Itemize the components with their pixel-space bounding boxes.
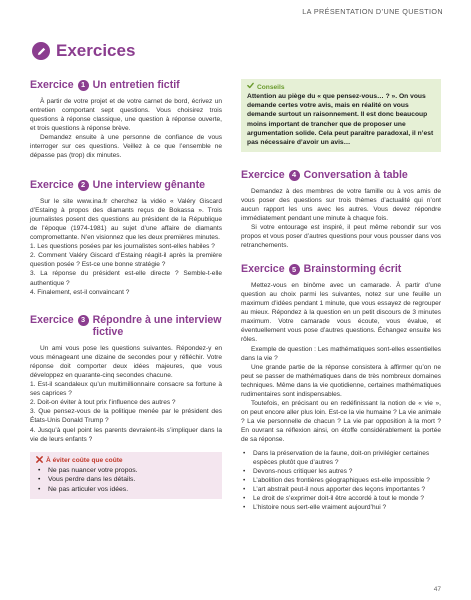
exercise-2-question: 1. Les questions posées par les journalistes sont-elles habiles ? — [30, 243, 215, 251]
exercise-title: Brainstorming écrit — [303, 263, 402, 276]
exercise-1-paragraph: Demandez ensuite à une personne de confiance de vous interroger sur ces questions. Veillez à ce que l’ensemble ne dépasse pas (trop) dix minutes. — [30, 133, 222, 160]
exercise-number-badge: 4 — [289, 170, 300, 181]
exercise-title: Un entretien fictif — [92, 79, 180, 91]
exercise-number-badge: 2 — [78, 180, 89, 191]
exercise-number-badge: 3 — [78, 315, 89, 326]
exercise-2-question: 3. La réponse du président est-elle directe ? Semble-t-elle authentique ? — [30, 270, 222, 287]
tips-box — [241, 79, 441, 152]
exercise-title: Conversation à table — [303, 169, 408, 182]
exercise-4-paragraph: Demandez à des membres de votre famille ou à vos amis de vous poser des questions sur trois thèmes d’actualité qui n’ont aucun rapport les uns avec les autres. Vous devez répondre immédiatement pendant une minute à chaque fois. — [241, 187, 441, 222]
right-column — [241, 79, 441, 512]
exercise-4-paragraph: Si votre entourage est inspiré, il peut même rebondir sur vos propos et vous poser d’autres questions pour vous pousser dans vos retranchements. — [241, 224, 441, 250]
exercise-3-question: 1. Est-il scandaleux qu’un multimillionnaire consacre sa fortune à ses caprices ? — [30, 381, 222, 398]
avoid-box — [30, 452, 222, 499]
exercise-5-question: • Devons-nous critiquer les autres ? — [241, 467, 441, 476]
page-title-row — [32, 41, 135, 61]
exercise-5-question: • Dans la préservation de la faune, doit-on privilégier certaines espèces plutôt que d’autres ? — [241, 449, 441, 467]
exercise-5-question: • Le droit de s’exprimer doit-il être accordé à tout le monde ? — [241, 494, 441, 503]
exercise-3-question: 2. Doit-on éviter à tout prix l’influence des autres ? — [30, 399, 176, 407]
exercise-5-question: • L’histoire nous sert-elle vraiment aujourd’hui ? — [241, 503, 441, 512]
left-column — [30, 79, 222, 499]
exercise-4-heading — [241, 169, 441, 182]
exercise-prefix: Exercice — [30, 79, 74, 91]
exercise-3-question: 3. Que pensez-vous de la politique menée par le président des États-Unis Donald Trump ? — [30, 408, 222, 425]
tips-box-title — [247, 82, 435, 92]
exercise-5-question-list — [241, 449, 441, 513]
cross-icon — [36, 456, 43, 466]
pencil-icon — [32, 42, 50, 60]
running-head: LA PRÉSENTATION D’UNE QUESTION — [302, 7, 443, 16]
exercise-5-paragraph: Mettez-vous en binôme avec un camarade. À partir d’une question au choix parmi les suivantes, notez sur une feuille un maximum d’idées pendant 1 minute, que vous essayez de regrouper au mieux. Répondez à la question en un petit discours de 3 minutes maximum. Votre camarade vous écoute, vous évalue, et éventuellement vous pose d’autres questions. Échangez ensuite les rôles. — [241, 281, 441, 344]
exercise-2-intro: Sur le site www.ina.fr cherchez la vidéo « Valéry Giscard d’Estaing à propos des diamants reçus de Bokassa ». Trois journalistes posent des questions au président de la République de l’époque (1974-1981) au sujet d’une affaire de diamants compromettante. N’en visionnez que les deux premières minutes. — [30, 197, 222, 242]
tips-text: Attention au piège du « que pensez-vous… ? ». On vous demande certes votre avis, mais en réalité on vous demande surtout un raisonnement. Il est donc beaucoup moins important de trancher que de proposer une argumentation solide. Cela peut paraître paradoxal, il n’est pas nécessaire d’avoir un avis… — [247, 93, 434, 147]
exercise-2-question: 2. Comment Valéry Giscard d’Estaing réagit-il après la première question posée ? Est-ce une bonne stratégie ? — [30, 252, 222, 269]
avoid-list — [36, 466, 216, 494]
page-title: Exercices — [56, 41, 136, 60]
exercise-1-paragraph: À partir de votre projet et de votre carnet de bord, écrivez un entretien comportant sept questions. Vous choisirez trois questions à réponse classique, une question à réponse ouverte, et trois questions à réponse brève. — [30, 97, 222, 132]
exercise-5-question: • L’abolition des frontières géographiques est-elle impossible ? — [241, 476, 441, 485]
exercise-2-heading — [30, 179, 222, 192]
exercise-5-paragraph: Toutefois, en précisant ou en redéfinissant la notion de « vie », on peut encore aller plus loin. Est-ce la vie humaine ? La vie animale ? La vie personnelle de chacun ? La vie par opposition à la mort ? En ouvrant sa réflexion ainsi, on étoffe considérablement la portée de sa réponse. — [241, 400, 441, 444]
exercise-title: Répondre à une interview fictive — [92, 313, 222, 339]
exercise-prefix: Exercice — [241, 169, 285, 182]
avoid-box-title-text: À éviter coûte que coûte — [46, 457, 123, 465]
exercise-5-heading — [241, 263, 441, 276]
exercise-number-badge: 1 — [78, 80, 89, 91]
page-number: 47 — [433, 586, 441, 593]
exercise-3-intro: Un ami vous pose les questions suivantes. Répondez-y en vous ménageant une dizaine de secondes pour y réfléchir. Votre réponse doit comporter deux idées majeures, que vous développez en quarante-cinq secondes chacune. — [30, 344, 222, 379]
tips-box-title-text: Conseils — [257, 83, 285, 91]
avoid-item: • Vous perdre dans les détails. — [36, 475, 216, 484]
exercise-title: Une interview gênante — [92, 179, 206, 192]
exercise-1-heading — [30, 79, 222, 92]
exercise-5-question: • L’art abstrait peut-il nous apporter des leçons importantes ? — [241, 485, 441, 494]
exercise-prefix: Exercice — [241, 263, 285, 276]
avoid-item: • Ne pas articuler vos idées. — [36, 485, 216, 494]
checkmark-icon — [247, 82, 254, 92]
exercise-2-question: 4. Finalement, est-il convaincant ? — [30, 288, 130, 296]
avoid-box-title — [36, 456, 216, 466]
exercise-prefix: Exercice — [30, 313, 74, 326]
exercise-3-heading — [30, 314, 222, 339]
exercise-5-paragraph: Une grande partie de la réponse consistera à affirmer qu’on ne peut se passer de mathématiques dans de très nombreux domaines techniques. Même dans la vie quotidienne, certaines mathématiques rudimentaires sont indispensables. — [241, 363, 441, 398]
exercise-number-badge: 5 — [289, 264, 300, 275]
exercise-3-question: 4. Jusqu’à quel point les parents devraient-ils s’impliquer dans la vie de leurs enfants ? — [30, 426, 222, 443]
avoid-item: • Ne pas nuancer votre propos. — [36, 466, 216, 475]
exercise-5-paragraph: Exemple de question : Les mathématiques sont-elles essentielles dans la vie ? — [241, 345, 441, 362]
exercise-prefix: Exercice — [30, 179, 74, 192]
